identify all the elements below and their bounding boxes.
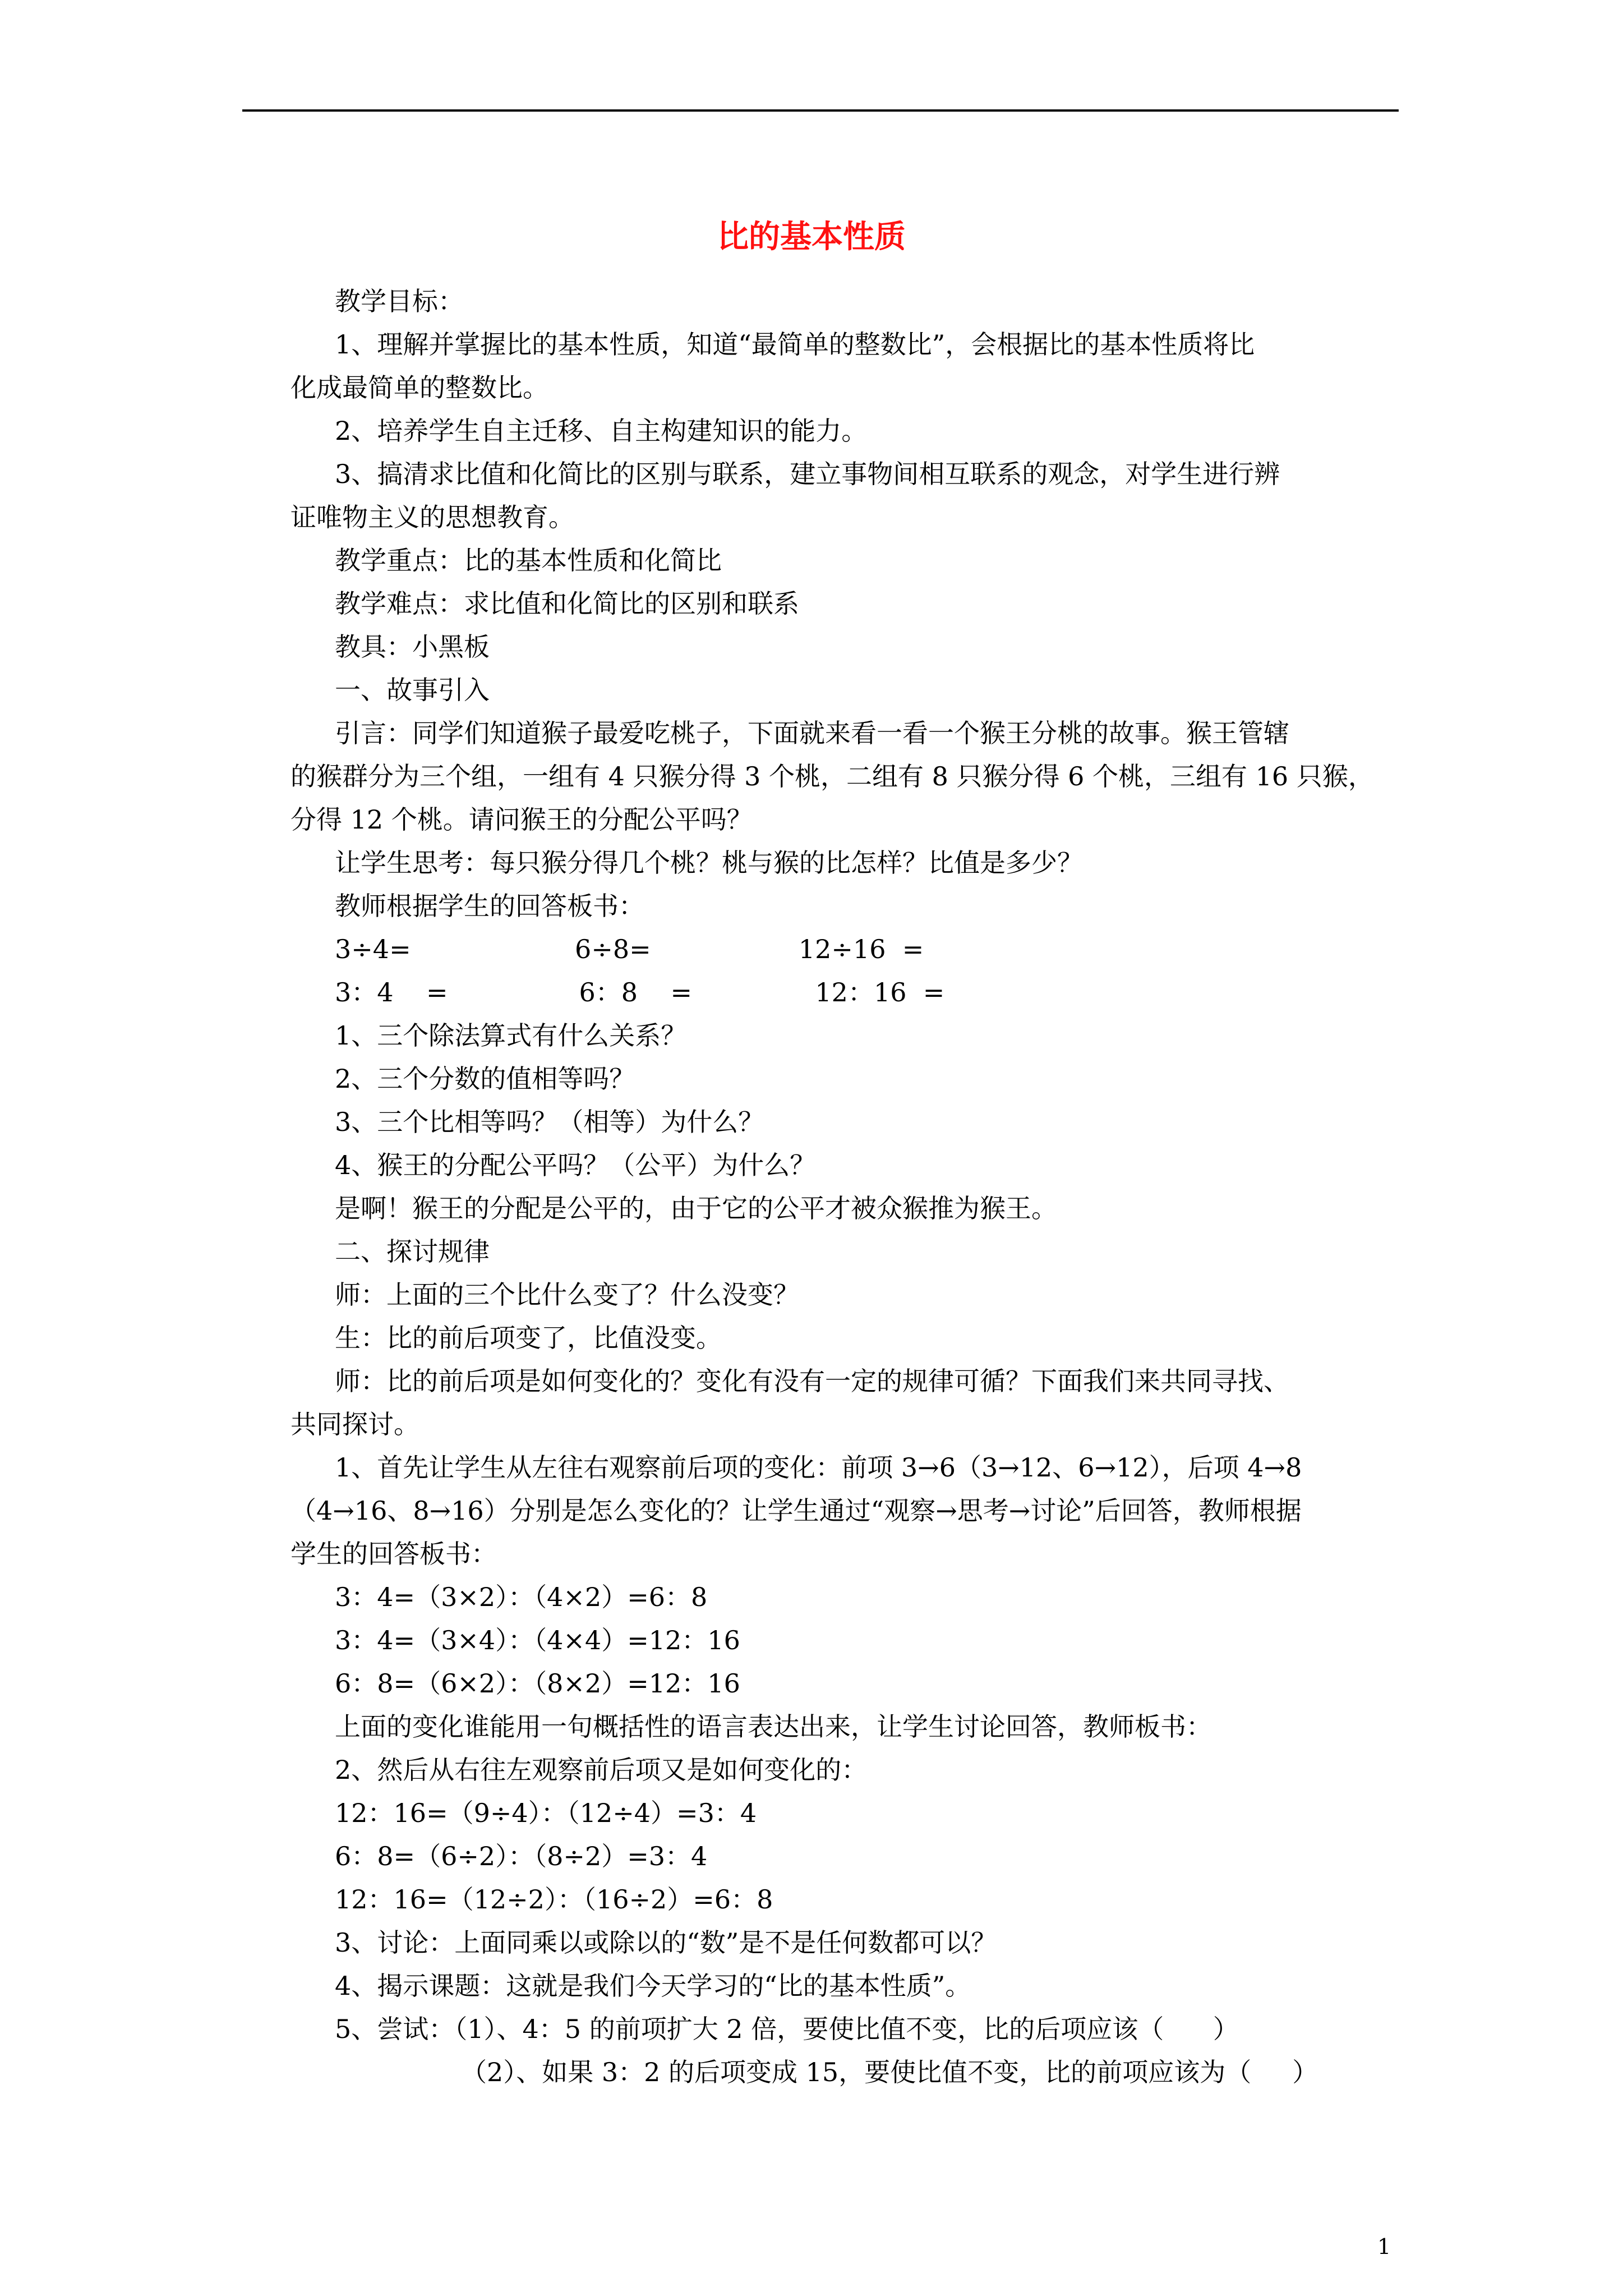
- text-line: 教具：小黑板: [335, 632, 490, 662]
- header-rule: [242, 109, 1399, 112]
- exercise-line: （2）、如果 3：2 的后项变成 15，要使比值不变，比的前项应该为（ ）: [461, 2057, 1318, 2087]
- text-line: 学生的回答板书：: [291, 1539, 497, 1569]
- text-line: 的猴群分为三个组，一组有 4 只猴分得 3 个桃，二组有 8 只猴分得 6 个桃，三组有 16 只猴，: [291, 761, 1374, 792]
- exercise-line: 5、尝试：（1）、4：5 的前项扩大 2 倍，要使比值不变，比的后项应该（ ）: [335, 2014, 1239, 2044]
- text-line: 证唯物主义的思想教育。: [291, 502, 574, 532]
- text-line: 分得 12 个桃。请问猴王的分配公平吗？: [291, 804, 753, 835]
- question-line: 4、猴王的分配公平吗？（公平）为什么？: [335, 1150, 816, 1180]
- text-line: 生：比的前后项变了，比值没变。: [335, 1323, 722, 1353]
- equation-line: 12：16=（12÷2）：（16÷2）=6：8: [335, 1884, 773, 1915]
- text-line: 教师根据学生的回答板书：: [335, 891, 644, 921]
- text-line: 化成最简单的整数比。: [291, 372, 548, 403]
- text-line: 师：上面的三个比什么变了？什么没变？: [335, 1280, 799, 1310]
- text-line: 让学生思考：每只猴分得几个桃？桃与猴的比怎样？比值是多少？: [335, 848, 1083, 878]
- text-line: 2、然后从右往左观察前后项又是如何变化的：: [335, 1755, 868, 1785]
- text-line: 上面的变化谁能用一句概括性的语言表达出来，让学生讨论回答，教师板书：: [335, 1711, 1212, 1742]
- question-line: 2、三个分数的值相等吗？: [335, 1064, 635, 1094]
- text-line: （4→16、8→16）分别是怎么变化的？让学生通过“观察→思考→讨论”后回答，教师根据: [291, 1496, 1302, 1526]
- text-line: 是啊！猴王的分配是公平的，由于它的公平才被众猴推为猴王。: [335, 1193, 1057, 1223]
- text-line: 1、理解并掌握比的基本性质，知道“最简单的整数比”，会根据比的基本性质将比: [335, 329, 1255, 360]
- text-line: 1、首先让学生从左往右观察前后项的变化：前项 3→6（3→12、6→12），后项 4→8: [335, 1452, 1302, 1483]
- equation-line: 3：4=（3×2）：（4×2）=6：8: [335, 1582, 708, 1612]
- text-line: 4、揭示课题：这就是我们今天学习的“比的基本性质”。: [335, 1971, 971, 2001]
- equation-line: 3：4 = 6：8 = 12：16 =: [335, 977, 945, 1007]
- equation-line: 3：4=（3×4）：（4×4）=12：16: [335, 1625, 740, 1655]
- text-line: 教学目标：: [335, 286, 464, 316]
- equation-line: 6：8=（6÷2）：（8÷2）=3：4: [335, 1841, 708, 1871]
- section-heading: 一、故事引入: [335, 675, 490, 705]
- text-line: 引言：同学们知道猴子最爱吃桃子，下面就来看一看一个猴王分桃的故事。猴王管辖: [335, 718, 1289, 748]
- text-line: 教学重点：比的基本性质和化简比: [335, 545, 722, 576]
- page-title: 比的基本性质: [717, 218, 906, 255]
- text-line: 共同探讨。: [291, 1409, 419, 1439]
- text-line: 3、搞清求比值和化简比的区别与联系，建立事物间相互联系的观念，对学生进行辨: [335, 459, 1280, 489]
- section-heading: 二、探讨规律: [335, 1236, 490, 1267]
- equation-line: 12：16=（9÷4）：（12÷4）=3：4: [335, 1798, 757, 1828]
- question-line: 3、三个比相等吗？（相等）为什么？: [335, 1107, 764, 1137]
- text-line: 2、培养学生自主迁移、自主构建知识的能力。: [335, 416, 868, 446]
- text-line: 师：比的前后项是如何变化的？变化有没有一定的规律可循？下面我们来共同寻找、: [335, 1366, 1289, 1396]
- page-number: 1: [1377, 2234, 1391, 2259]
- text-line: 教学难点：求比值和化简比的区别和联系: [335, 588, 799, 619]
- equation-line: 6：8=（6×2）：（8×2）=12：16: [335, 1668, 740, 1699]
- question-line: 1、三个除法算式有什么关系？: [335, 1020, 687, 1051]
- text-line: 3、讨论：上面同乘以或除以的“数”是不是任何数都可以？: [335, 1927, 997, 1958]
- equation-line: 3÷4= 6÷8= 12÷16 =: [335, 934, 924, 964]
